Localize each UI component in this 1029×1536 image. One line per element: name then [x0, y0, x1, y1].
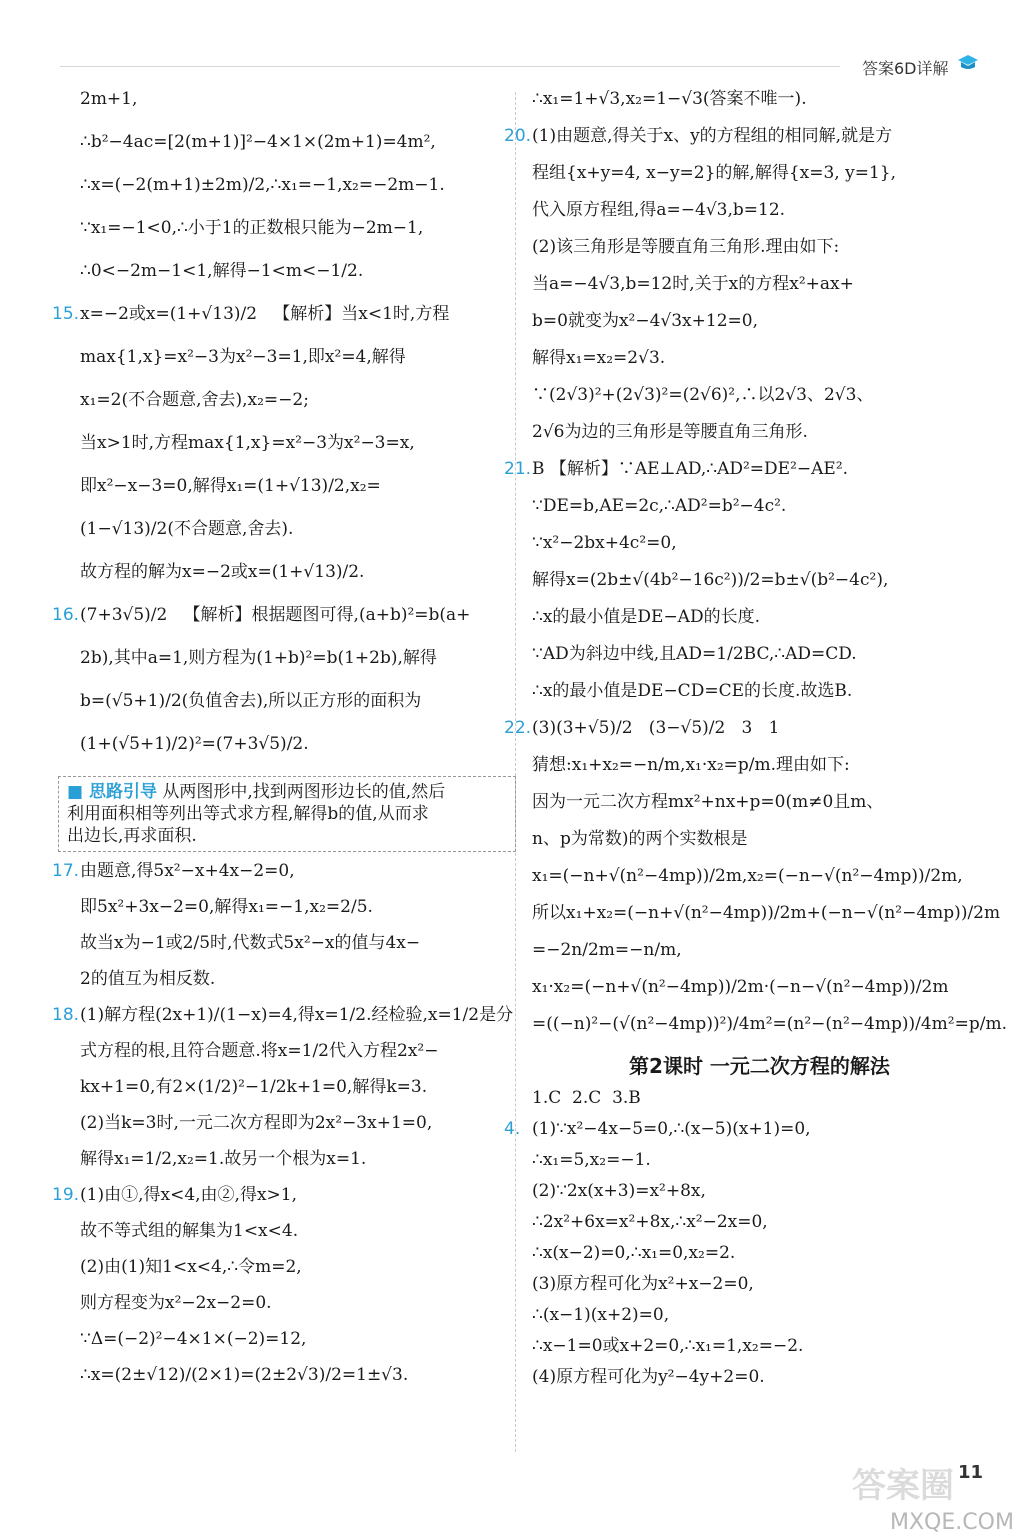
- answer-line: [80, 475, 505, 497]
- answer-text: 故方程的解为x=−2或x=(1+√13)/2.: [80, 562, 365, 582]
- question-line: [52, 303, 505, 325]
- answer-text: 1.C 2.C 3.B: [532, 1088, 641, 1108]
- answer-text: 因为一元二次方程mx²+nx+p=0(m≠0且m、: [532, 792, 884, 812]
- question-number: 16.: [52, 605, 80, 625]
- answer-line: [532, 88, 987, 110]
- answer-line: [80, 346, 505, 368]
- question-number: 21.: [504, 459, 532, 479]
- answer-text: x₁=(−n+√(n²−4mp))/2m,x₂=(−n−√(n²−4mp))/2m,: [532, 866, 963, 886]
- right2-block: [504, 1087, 987, 1388]
- answer-text: =−2n/2m=−n/m,: [532, 940, 682, 960]
- answer-text: (2)由(1)知1<x<4,∴令m=2,: [80, 1257, 302, 1277]
- answer-line: [80, 1220, 505, 1242]
- answer-text: 2的值互为相反数.: [80, 969, 216, 989]
- answer-line: [80, 733, 505, 755]
- left-column: [52, 88, 514, 1400]
- answer-text: 所以x₁+x₂=(−n+√(n²−4mp))/2m+(−n−√(n²−4mp))/2m: [532, 903, 1001, 923]
- answer-line: [532, 236, 987, 258]
- question-number: 4.: [504, 1119, 521, 1139]
- answer-line: [532, 1211, 987, 1233]
- answer-text: ∴x(x−2)=0,∴x₁=0,x₂=2.: [532, 1243, 736, 1263]
- answer-line: [532, 1335, 987, 1357]
- answer-line: [532, 1149, 987, 1171]
- answer-text: ∴2x²+6x=x²+8x,∴x²−2x=0,: [532, 1212, 768, 1232]
- answer-line: [532, 532, 987, 554]
- question-number: 20.: [504, 126, 532, 146]
- answer-text: ∵x²−2bx+4c²=0,: [532, 533, 677, 553]
- answer-text: 故不等式组的解集为1<x<4.: [80, 1221, 299, 1241]
- answer-line: [532, 976, 987, 998]
- answer-text: 由题意,得5x²−x+4x−2=0,: [80, 861, 295, 881]
- answer-text: 代入原方程组,得a=−4√3,b=12.: [532, 200, 786, 220]
- answer-text: (1)由题意,得关于x、y的方程组的相同解,就是方: [532, 126, 893, 146]
- question-line: [52, 1004, 514, 1026]
- answer-text: 猜想:x₁+x₂=−n/m,x₁·x₂=p/m.理由如下:: [532, 755, 850, 775]
- answer-line: [532, 1366, 987, 1388]
- hint-label: ■ 思路引导: [67, 782, 157, 802]
- watermark-url: MXQE.COM: [890, 1510, 1014, 1535]
- answer-line: [532, 347, 987, 369]
- answer-line: [532, 1304, 987, 1326]
- answer-line: [80, 260, 505, 282]
- answer-text: x₁=2(不合题意,舍去),x₂=−2;: [80, 390, 309, 410]
- answer-line: [80, 932, 505, 954]
- answer-line: [80, 88, 505, 110]
- answer-line: [532, 1180, 987, 1202]
- answer-text: 故当x为−1或2/5时,代数式5x²−x的值与4x−: [80, 933, 421, 953]
- hint-text-2: 利用面积相等列出等式求方程,解得b的值,从而求: [67, 804, 429, 824]
- question-line: [52, 604, 505, 626]
- answer-text: ∴(x−1)(x+2)=0,: [532, 1305, 670, 1325]
- answer-line: [532, 1273, 987, 1295]
- question-line: [52, 1184, 505, 1206]
- right-block: [504, 88, 1007, 1035]
- lesson-title: 第2课时 一元二次方程的解法: [629, 1054, 890, 1078]
- answer-text: ∵(2√3)²+(2√3)²=(2√6)²,∴以2√3、2√3、: [532, 385, 874, 405]
- answer-text: max{1,x}=x²−3为x²−3=1,即x²=4,解得: [80, 347, 406, 367]
- answer-text: ∵Δ=(−2)²−4×1×(−2)=12,: [80, 1329, 307, 1349]
- answer-text: (2)∵2x(x+3)=x²+8x,: [532, 1181, 706, 1201]
- answer-text: 解得x=(2b±√(4b²−16c²))/2=b±√(b²−4c²),: [532, 570, 889, 590]
- question-number: 22.: [504, 718, 532, 738]
- answer-text: =((−n)²−(√(n²−4mp))²)/4m²=(n²−(n²−4mp))/4m²=p/m.: [532, 1014, 1007, 1034]
- answer-line: [532, 902, 1001, 924]
- answer-line: [532, 680, 987, 702]
- answer-line: [532, 199, 987, 221]
- answer-text: 式方程的根,且符合题意.将x=1/2代入方程2x²−: [80, 1041, 439, 1061]
- answer-line: [80, 896, 505, 918]
- left-block: [52, 88, 505, 755]
- hint-text-1: 从两图形中,找到两图形边长的值,然后: [156, 782, 446, 802]
- answer-line: [532, 1242, 987, 1264]
- answer-line: [80, 1328, 505, 1350]
- answer-text: ∴b²−4ac=[2(m+1)]²−4×1×(2m+1)=4m²,: [80, 132, 436, 152]
- question-number: 19.: [52, 1185, 80, 1205]
- answer-line: [532, 828, 987, 850]
- answer-text: 程组{x+y=4, x−y=2}的解,解得{x=3, y=1},: [532, 163, 896, 183]
- hint-text-3: 出边长,再求面积.: [67, 826, 197, 846]
- answer-text: ∴0<−2m−1<1,解得−1<m<−1/2.: [80, 261, 364, 281]
- answer-text: B 【解析】∵AE⊥AD,∴AD²=DE²−AE².: [532, 459, 849, 479]
- answer-text: 2m+1,: [80, 89, 138, 109]
- answer-line: [532, 865, 987, 887]
- answer-text: 即x²−x−3=0,解得x₁=(1+√13)/2,x₂=: [80, 476, 381, 496]
- answer-text: ∴x₁=5,x₂=−1.: [532, 1150, 651, 1170]
- answer-line: [532, 1013, 1007, 1035]
- header-title: 答案6D详解: [862, 59, 949, 78]
- answer-line: [532, 643, 987, 665]
- answer-text: 解得x₁=1/2,x₂=1.故另一个根为x=1.: [80, 1149, 367, 1169]
- answer-text: x₁·x₂=(−n+√(n²−4mp))/2m·(−n−√(n²−4mp))/2m: [532, 977, 949, 997]
- left2-block: [52, 860, 514, 1386]
- answer-line: [80, 690, 505, 712]
- answer-text: 解得x₁=x₂=2√3.: [532, 348, 666, 368]
- answer-line: [80, 1112, 505, 1134]
- answer-line: [532, 273, 987, 295]
- answer-line: [532, 495, 987, 517]
- answer-line: [80, 1148, 505, 1170]
- answer-text: (1)由①,得x<4,由②,得x>1,: [80, 1185, 297, 1205]
- answer-text: 当a=−4√3,b=12时,关于x的方程x²+ax+: [532, 274, 854, 294]
- answer-line: [532, 791, 987, 813]
- answer-line: [80, 647, 505, 669]
- question-line: [52, 860, 505, 882]
- answer-line: [532, 1087, 987, 1109]
- answer-line: [532, 384, 987, 406]
- answer-line: [80, 968, 505, 990]
- answer-text: 即5x²+3x−2=0,解得x₁=−1,x₂=2/5.: [80, 897, 373, 917]
- answer-line: [532, 421, 987, 443]
- question-line: [504, 125, 987, 147]
- answer-line: [80, 389, 505, 411]
- answer-text: ∵AD为斜边中线,且AD=1/2BC,∴AD=CD.: [532, 644, 857, 664]
- watermark-logo-text: 答案圈: [852, 1466, 954, 1506]
- answer-line: [80, 131, 505, 153]
- page-number: 11: [958, 1462, 984, 1483]
- answer-text: 2b),其中a=1,则方程为(1+b)²=b(1+2b),解得: [80, 648, 437, 668]
- answer-text: 则方程变为x²−2x−2=0.: [80, 1293, 272, 1313]
- answer-text: (2)该三角形是等腰直角三角形.理由如下:: [532, 237, 840, 257]
- answer-text: (4)原方程可化为y²−4y+2=0.: [532, 1367, 765, 1387]
- right-column: [504, 88, 1007, 1397]
- column-divider: [515, 92, 516, 1452]
- answer-line: [532, 310, 987, 332]
- answer-text: ∴x−1=0或x+2=0,∴x₁=1,x₂=−2.: [532, 1336, 804, 1356]
- answer-line: [80, 518, 505, 540]
- answer-line: [80, 1364, 505, 1386]
- answer-line: [80, 1040, 505, 1062]
- answer-text: n、p为常数)的两个实数根是: [532, 829, 748, 849]
- answer-text: (1+(√5+1)/2)²=(7+3√5)/2.: [80, 734, 309, 754]
- answer-line: [80, 1256, 505, 1278]
- answer-line: [80, 174, 505, 196]
- answer-text: 当x>1时,方程max{1,x}=x²−3为x²−3=x,: [80, 433, 415, 453]
- answer-text: ∴x的最小值是DE−AD的长度.: [532, 607, 760, 627]
- book-logo-icon: [956, 52, 980, 74]
- answer-text: (1)解方程(2x+1)/(1−x)=4,得x=1/2.经检验,x=1/2是分: [80, 1005, 514, 1025]
- answer-text: ∴x₁=1+√3,x₂=1−√3(答案不唯一).: [532, 89, 807, 109]
- answer-text: x=−2或x=(1+√13)/2 【解析】当x<1时,方程: [80, 304, 450, 324]
- answer-text: (3)(3+√5)/2 (3−√5)/2 3 1: [532, 718, 780, 738]
- answer-line: [532, 754, 987, 776]
- answer-line: [532, 606, 987, 628]
- answer-text: (1)∵x²−4x−5=0,∴(x−5)(x+1)=0,: [532, 1119, 811, 1139]
- answer-text: (7+3√5)/2 【解析】根据题图可得,(a+b)²=b(a+: [80, 605, 471, 625]
- answer-text: ∴x=(−2(m+1)±2m)/2,∴x₁=−1,x₂=−2m−1.: [80, 175, 445, 195]
- answer-line: [80, 432, 505, 454]
- header-rule: [60, 66, 840, 67]
- answer-line: [80, 1076, 505, 1098]
- answer-text: kx+1=0,有2×(1/2)²−1/2k+1=0,解得k=3.: [80, 1077, 428, 1097]
- question-line: [504, 717, 987, 739]
- answer-text: ∵DE=b,AE=2c,∴AD²=b²−4c².: [532, 496, 787, 516]
- question-line: [504, 1118, 987, 1140]
- answer-line: [80, 1292, 505, 1314]
- answer-text: (3)原方程可化为x²+x−2=0,: [532, 1274, 754, 1294]
- answer-text: (2)当k=3时,一元二次方程即为2x²−3x+1=0,: [80, 1113, 433, 1133]
- answer-text: b=(√5+1)/2(负值舍去),所以正方形的面积为: [80, 691, 422, 711]
- hint-box: [58, 776, 516, 852]
- question-number: 15.: [52, 304, 80, 324]
- answer-line: [532, 162, 987, 184]
- question-number: 17.: [52, 861, 80, 881]
- answer-line: [532, 569, 987, 591]
- answer-text: ∴x的最小值是DE−CD=CE的长度.故选B.: [532, 681, 853, 701]
- answer-text: (1−√13)/2(不合题意,舍去).: [80, 519, 294, 539]
- answer-line: [80, 217, 505, 239]
- answer-text: ∴x=(2±√12)/(2×1)=(2±2√3)/2=1±√3.: [80, 1365, 409, 1385]
- answer-text: 2√6为边的三角形是等腰直角三角形.: [532, 422, 808, 442]
- answer-line: [80, 561, 505, 583]
- question-line: [504, 458, 987, 480]
- question-number: 18.: [52, 1005, 80, 1025]
- answer-line: [532, 939, 987, 961]
- answer-text: ∵x₁=−1<0,∴小于1的正数根只能为−2m−1,: [80, 218, 424, 238]
- answer-text: b=0就变为x²−4√3x+12=0,: [532, 311, 758, 331]
